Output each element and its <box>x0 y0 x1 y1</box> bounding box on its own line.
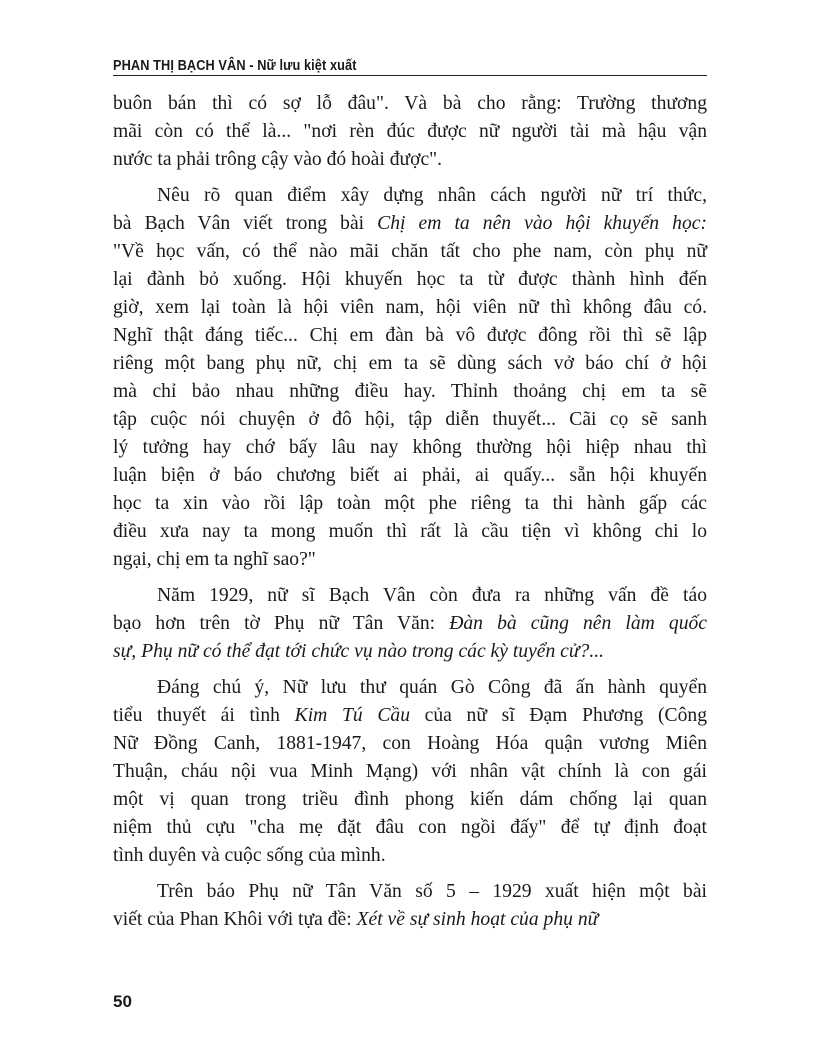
text-line: mãi còn có thể là... "nơi rèn đúc được nữ người tài mà hậu vận <box>113 121 707 142</box>
text-line: tiểu thuyết ái tình Kim Tú Cầu của nữ sĩ Đạm Phương (Công <box>113 705 707 726</box>
running-header <box>113 50 707 74</box>
text-line: ngại, chị em ta nghĩ sao?" <box>113 549 316 570</box>
text-line: "Về học vấn, có thể nào mãi chăn tất cho phe nam, còn phụ nữ <box>113 241 707 262</box>
italic-title: Kim Tú Cầu <box>294 705 410 726</box>
text-line: viết của Phan Khôi với tựa đề: Xét về sự sinh hoạt của phụ nữ <box>113 909 599 930</box>
text-line: điều xưa nay ta mong muốn thì rất là cầu tiện vì không chi lo <box>113 521 707 542</box>
paragraph <box>113 878 707 934</box>
text-line: học ta xin vào rồi lập toàn một phe riêng ta thi hành gấp các <box>113 493 707 514</box>
text-line: tình duyên và cuộc sống của mình. <box>113 845 386 866</box>
italic-title: Chị em ta nên vào hội khuyến học: <box>377 213 707 234</box>
running-header-title: PHAN THỊ BẠCH VÂN - Nữ lưu kiệt xuất <box>113 58 357 74</box>
text-line: Đáng chú ý, Nữ lưu thư quán Gò Công đã ấn hành quyển <box>157 677 707 698</box>
text-line: buôn bán thì có sợ lỗ đâu". Và bà cho rằng: Trường thương <box>113 93 707 114</box>
text-line: tập cuộc nói chuyện ở đô hội, tập diễn thuyết... Cãi cọ sẽ sanh <box>113 409 707 430</box>
text-line: lý tưởng hay chớ bấy lâu nay không thường hội hiệp nhau thì <box>113 437 707 458</box>
text-line: Nghĩ thật đáng tiếc... Chị em đàn bà vô được đông rồi thì sẽ lập <box>113 325 707 346</box>
text-line: Nêu rõ quan điểm xây dựng nhân cách người nữ trí thức, <box>157 185 707 206</box>
italic-title: sự, Phụ nữ có thể đạt tới chức vụ nào trong các kỳ tuyển cử?... <box>113 641 605 662</box>
paragraph <box>113 182 707 574</box>
text-line: niệm thủ cựu "cha mẹ đặt đâu con ngồi đấy" để tự định đoạt <box>113 817 707 838</box>
text-line: bà Bạch Vân viết trong bài Chị em ta nên vào hội khuyến học: <box>113 213 707 234</box>
text-line: giờ, xem lại toàn là hội viên nam, hội viên nữ thì không đâu có. <box>113 297 707 318</box>
text-line: Nữ Đồng Canh, 1881-1947, con Hoàng Hóa quận vương Miên <box>113 733 707 754</box>
text-line: một vị quan trong triều đình phong kiến dám chống lại quan <box>113 789 707 810</box>
text-line: riêng một bang phụ nữ, chị em ta sẽ dùng sách vở báo chí ở hội <box>113 353 707 374</box>
text-line: nước ta phải trông cậy vào đó hoài được". <box>113 149 443 170</box>
paragraph <box>113 582 707 666</box>
body-text <box>113 90 707 934</box>
text-line: Trên báo Phụ nữ Tân Văn số 5 – 1929 xuất hiện một bài <box>157 881 707 902</box>
paragraph <box>113 674 707 870</box>
text-line: bạo hơn trên tờ Phụ nữ Tân Văn: Đàn bà cũng nên làm quốc <box>113 613 708 634</box>
italic-title: Xét về sự sinh hoạt của phụ nữ <box>356 909 599 930</box>
text-line: luận biện ở báo chương biết ai phải, ai quấy... sẵn hội khuyến <box>113 465 707 486</box>
text-line: mà chỉ bảo nhau những điều hay. Thỉnh thoảng chị em ta sẽ <box>113 381 707 402</box>
text-line <box>113 638 707 666</box>
italic-title: Đàn bà cũng nên làm quốc <box>449 613 708 634</box>
page-number: 50 <box>113 992 132 1011</box>
text-line: Thuận, cháu nội vua Minh Mạng) với nhân vật chính là con gái <box>113 761 707 782</box>
paragraph <box>113 90 707 174</box>
text-line: Năm 1929, nữ sĩ Bạch Vân còn đưa ra những vấn đề táo <box>157 585 707 606</box>
text-line: lại đành bỏ xuống. Hội khuyến học ta từ được thành hình đến <box>113 269 707 290</box>
header-rule <box>113 75 707 76</box>
